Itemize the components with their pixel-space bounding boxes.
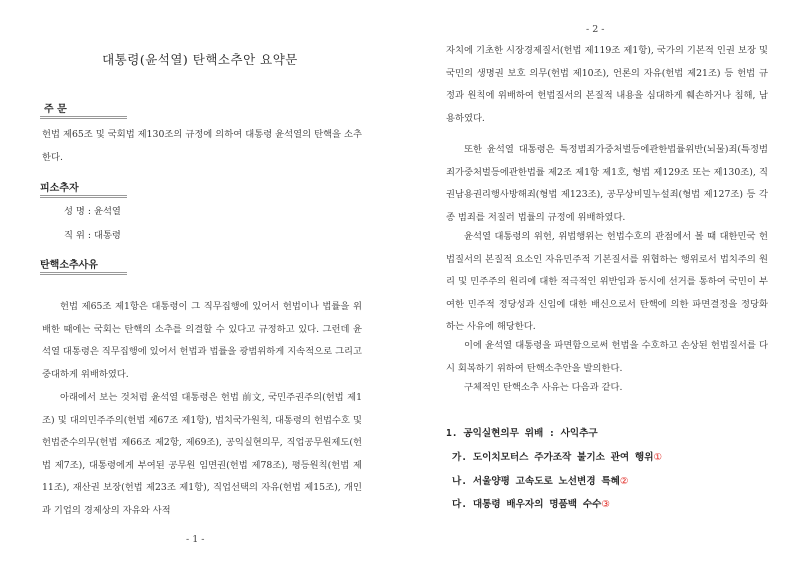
reasons-paragraph-1: 헌법 제65조 제1항은 대통령이 그 직무집행에 있어서 헌법이나 법률을 위배한 때에는 국회는 탄핵의 소추를 의결할 수 있다고 규정하고 있다. 그런데 윤석열 대통령은 직무집행에 있어서 헌법과 법률을 광범위하게 지속적으로 그리고 중대하게 위배하였다. <box>42 301 363 380</box>
reasons-paragraph-2: 아래에서 보는 것처럼 윤석열 대통령은 헌법 前文, 국민주권주의(헌법 제1조) 및 대의민주주의(헌법 제67조 제1항), 법치국가원칙, 대통령의 헌법수호 및 헌법준수의무(헌법 제66조 제2항, 제69조), 공익실현의무, 직업공무원제도(헌법 제7조), 대통령에게 부여된 공무원 임면권(헌법 제78조), 평등원칙(헌법 제11조), 재산권 보장(헌법 제23조 제1항), 직업선택의 자유(헌법 제15조), 개인과 기업의 경제상의 자유와 사적 <box>42 392 362 516</box>
page-number: - 1 - <box>186 534 205 545</box>
list-item-mark: ① <box>653 452 663 463</box>
list-heading: 1. 공익실현의무 위배 : 사익추구 <box>446 428 598 439</box>
list-item-text: 다. 대통령 배우자의 명품백 수수 <box>452 499 602 510</box>
list-item-mark: ② <box>619 476 629 487</box>
list-item <box>452 473 629 487</box>
section-rule <box>40 116 127 119</box>
jumun-text: 헌법 제65조 및 국회법 제130조의 규정에 의하여 대통령 윤석열의 탄핵을 소추한다. <box>42 129 362 163</box>
list-item-mark: ③ <box>601 499 610 510</box>
right-paragraph-4: 이에 윤석열 대통령을 파면함으로써 헌법을 수호하고 손상된 헌법질서를 다시 회복하기 위하여 탄핵소추안을 발의한다. <box>446 340 768 374</box>
right-paragraph-5: 구체적인 탄핵소추 사유는 다음과 같다. <box>464 382 623 393</box>
document-title: 대통령(윤석열) 탄핵소추안 요약문 <box>102 52 298 67</box>
section-heading-jumun: 주 문 <box>44 104 67 115</box>
list-item-text: 가. 도이치모터스 주가조작 불기소 관여 행위 <box>452 452 654 463</box>
list-item <box>452 449 662 463</box>
list-item-text: 나. 서울양평 고속도로 노선변경 특혜 <box>452 476 620 487</box>
right-paragraph-1: 자치에 기초한 시장경제질서(헌법 제119조 제1항), 국가의 기본적 인권 보장 및 국민의 생명권 보호 의무(헌법 제10조), 언론의 자유(헌법 제21조) 등 헌법 규정과 원칙에 위배하여 헌법질서의 본질적 내용을 심대하게 훼손하거나 침해, 남용하였다. <box>446 45 768 124</box>
accused-name: 성 명 : 윤석열 <box>64 206 121 217</box>
right-paragraph-2: 또한 윤석열 대통령은 특정범죄가중처벌등에관한법률위반(뇌물)죄(특정범죄가중처벌등에관한법률 제2조 제1항 제1호, 형법 제129조 또는 제130조), 직권남용권리행사방해죄(형법 제123조), 공무상비밀누설죄(형법 제127조) 등 각종 범죄를 저질러 법률의 규정에 위배하였다. <box>446 144 768 223</box>
section-heading-reasons: 탄핵소추사유 <box>40 260 98 271</box>
right-paragraph-3: 윤석열 대통령의 위헌, 위법행위는 헌법수호의 관점에서 볼 때 대한민국 헌법질서의 본질적 요소인 자유민주적 기본질서를 위협하는 행위로서 법치주의 원리 및 민주주의 원리에 대한 적극적인 위반임과 동시에 선거를 통하여 국민이 부여한 민주적 정당성과 신임에 대한 배신으로서 탄핵에 의한 파면결정을 정당화하는 사유에 해당한다. <box>446 231 768 332</box>
section-heading-accused: 피소추자 <box>40 183 79 194</box>
page-number: - 2 - <box>586 24 605 35</box>
section-rule <box>40 195 127 198</box>
section-rule <box>40 272 127 275</box>
accused-position: 직 위 : 대통령 <box>64 230 121 241</box>
list-item <box>452 496 610 510</box>
